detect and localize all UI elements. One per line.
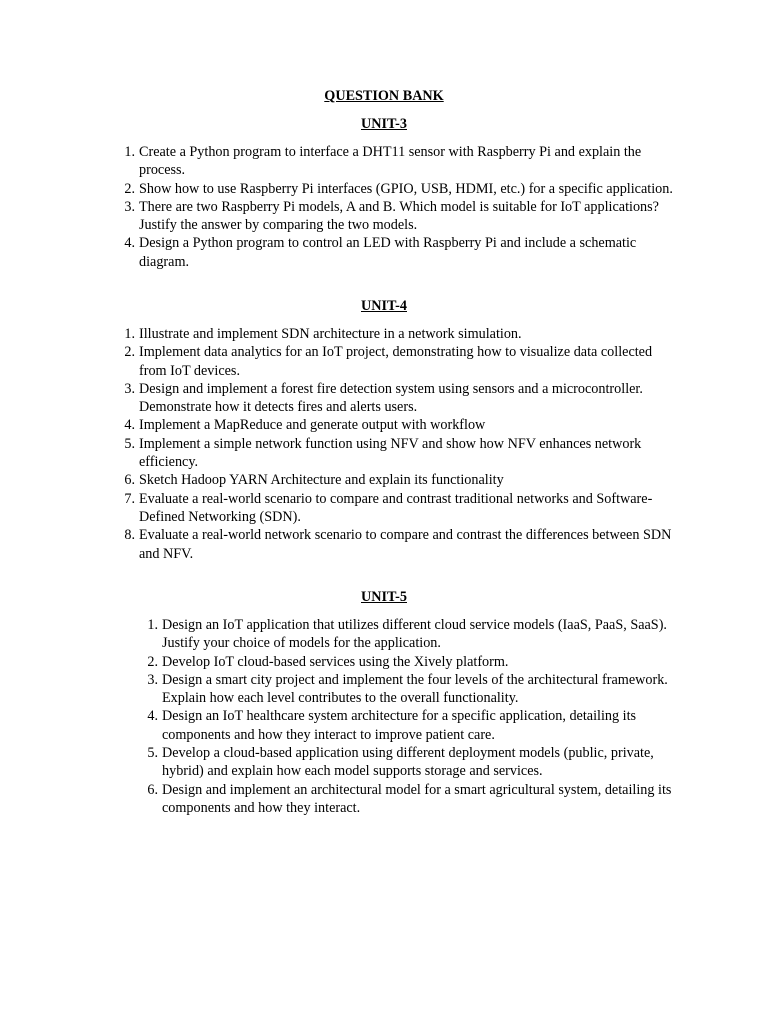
list-item	[124, 198, 679, 235]
list-item	[147, 707, 678, 744]
question-text: Create a Python program to interface a DHT11 sensor with Raspberry Pi and explain the process.	[139, 144, 642, 179]
question-text: Design an IoT application that utilizes different cloud service models (IaaS, PaaS, SaaS). Justify your choice of models for the application.	[162, 617, 667, 652]
question-number: 6.	[147, 781, 158, 798]
question-text: Evaluate a real-world scenario to compare and contrast traditional networks and Software-Defined Networking (SDN).	[139, 490, 653, 525]
question-number: 3.	[124, 198, 135, 215]
list-item	[124, 234, 679, 271]
list-item	[147, 616, 678, 653]
list-item	[124, 435, 679, 472]
question-text: Sketch Hadoop YARN Architecture and explain its functionality	[139, 472, 504, 489]
question-text: Implement data analytics for an IoT project, demonstrating how to visualize data collected from IoT devices.	[139, 344, 653, 379]
question-number: 2.	[124, 180, 135, 197]
question-number: 1.	[124, 144, 135, 160]
list-item	[124, 180, 679, 198]
question-text: Develop IoT cloud-based services using the Xively platform.	[162, 653, 509, 670]
question-number: 3.	[124, 380, 135, 397]
list-item	[124, 490, 679, 527]
question-text: Design a Python program to control an LED with Raspberry Pi and include a schematic diagram.	[139, 235, 637, 270]
question-text: There are two Raspberry Pi models, A and B. Which model is suitable for IoT applications? Justify the answer by comparing the two models.	[139, 198, 659, 234]
list-item	[124, 325, 679, 343]
question-number: 6.	[124, 472, 135, 489]
question-number: 5.	[147, 745, 158, 762]
unit-3-question-list	[124, 143, 679, 271]
list-item	[147, 744, 678, 781]
question-number: 5.	[124, 435, 135, 452]
question-text: Design and implement a forest fire detection system using sensors and a microcontroller. Demonstrate how it detects fires and alerts users.	[139, 380, 643, 416]
list-item	[147, 671, 678, 708]
question-number: 2.	[124, 344, 135, 361]
question-number: 7.	[124, 490, 135, 507]
list-item	[124, 416, 679, 434]
question-number: 3.	[147, 671, 158, 688]
question-text: Implement a MapReduce and generate output with workflow	[139, 417, 486, 434]
question-text: Design a smart city project and implement the four levels of the architectural framework. Explain how each level contributes to the overall functionality.	[162, 671, 668, 707]
list-item	[147, 653, 678, 671]
unit-5-heading: UNIT-5	[361, 589, 407, 605]
question-number: 8.	[124, 527, 135, 544]
question-number: 4.	[124, 235, 135, 252]
list-item	[124, 471, 679, 489]
unit-5-question-list	[147, 616, 678, 817]
question-text: Implement a simple network function using NFV and show how NFV enhances network efficiency.	[139, 435, 642, 471]
unit-4-question-list	[124, 325, 679, 563]
unit-4-heading: UNIT-4	[361, 298, 407, 314]
question-text: Show how to use Raspberry Pi interfaces (GPIO, USB, HDMI, etc.) for a specific application.	[139, 180, 673, 197]
question-number: 4.	[124, 417, 135, 434]
question-number: 4.	[147, 708, 158, 725]
question-text: Design an IoT healthcare system architecture for a specific application, detailing its components and how they interact to improve patient care.	[162, 708, 637, 743]
unit-3-heading: UNIT-3	[361, 116, 407, 132]
list-item	[124, 343, 679, 380]
question-text: Design and implement an architectural model for a smart agricultural system, detailing its components and how they interact.	[162, 781, 672, 816]
question-text: Illustrate and implement SDN architecture in a network simulation.	[139, 326, 522, 342]
question-text: Develop a cloud-based application using different deployment models (public, private, hybrid) and explain how each model supports storage and services.	[162, 745, 654, 780]
list-item	[124, 143, 679, 180]
list-item	[124, 526, 679, 563]
question-text: Evaluate a real-world network scenario to compare and contrast the differences between SDN and NFV.	[139, 527, 672, 562]
list-item	[147, 781, 678, 818]
document-title: QUESTION BANK	[324, 88, 444, 104]
question-number: 1.	[147, 617, 158, 633]
question-number: 2.	[147, 653, 158, 670]
list-item	[124, 380, 679, 417]
question-number: 1.	[124, 326, 135, 342]
